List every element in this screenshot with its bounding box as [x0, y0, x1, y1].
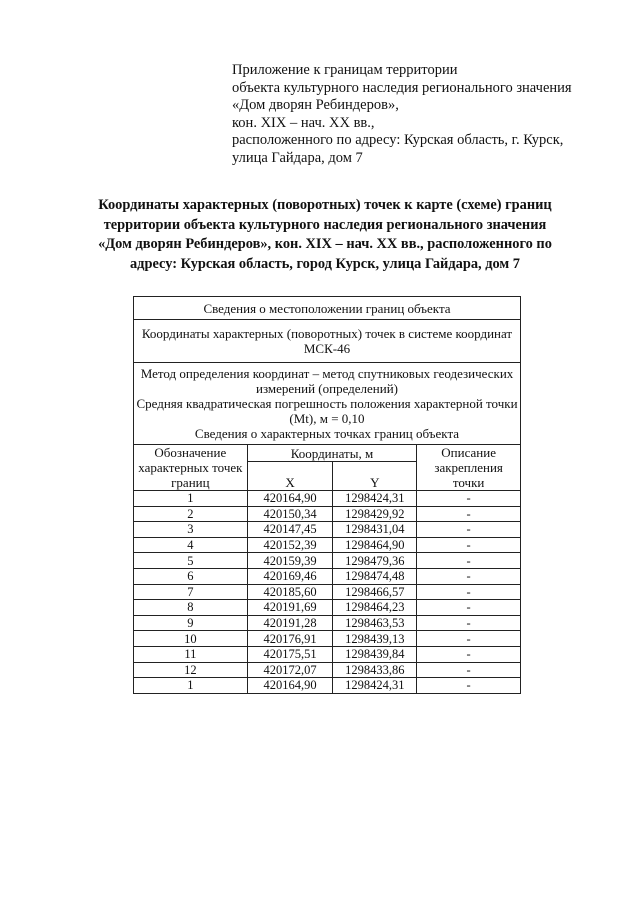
error-line: (Mt), м = 0,10: [289, 411, 365, 426]
table-header-row: [134, 297, 521, 320]
method-cell: [134, 363, 521, 445]
point-number-cell: 5: [134, 553, 248, 569]
description-cell: -: [417, 522, 521, 538]
table-row: [134, 631, 521, 647]
description-cell: -: [417, 631, 521, 647]
col-coordinates-header: Координаты, м: [247, 445, 417, 462]
description-cell: -: [417, 584, 521, 600]
point-number-cell: 2: [134, 506, 248, 522]
x-coordinate-cell: 420152,39: [247, 537, 333, 553]
col-description-header: [417, 445, 521, 491]
table-row: [134, 584, 521, 600]
x-coordinate-cell: 420164,90: [247, 491, 333, 507]
y-coordinate-cell: 1298431,04: [333, 522, 417, 538]
point-number-cell: 10: [134, 631, 248, 647]
table-row: [134, 568, 521, 584]
table-row: [134, 537, 521, 553]
appendix-line: улица Гайдара, дом 7: [232, 149, 363, 166]
table-row: [134, 522, 521, 538]
y-coordinate-cell: 1298463,53: [333, 615, 417, 631]
document-title: [60, 196, 590, 274]
title-line: территории объекта культурного наследия регионального значения: [103, 216, 547, 233]
description-cell: -: [417, 537, 521, 553]
table-row: [134, 615, 521, 631]
y-coordinate-cell: 1298424,31: [333, 678, 417, 694]
point-number-cell: 4: [134, 537, 248, 553]
description-cell: -: [417, 506, 521, 522]
column-header-row: [134, 445, 521, 462]
x-coordinate-cell: 420185,60: [247, 584, 333, 600]
y-coordinate-cell: 1298464,90: [333, 537, 417, 553]
col-x-header: X: [247, 462, 333, 491]
description-cell: -: [417, 615, 521, 631]
y-coordinate-cell: 1298466,57: [333, 584, 417, 600]
error-line: Средняя квадратическая погрешность положения характерной точки: [136, 396, 518, 411]
x-coordinate-cell: 420159,39: [247, 553, 333, 569]
x-coordinate-cell: 420147,45: [247, 522, 333, 538]
col-description-line: Описание: [441, 445, 496, 460]
table-row: [134, 600, 521, 616]
y-coordinate-cell: 1298474,48: [333, 568, 417, 584]
point-number-cell: 11: [134, 646, 248, 662]
y-coordinate-cell: 1298479,36: [333, 553, 417, 569]
description-cell: -: [417, 568, 521, 584]
description-cell: -: [417, 491, 521, 507]
title-line: адресу: Курская область, город Курск, улица Гайдара, дом 7: [129, 255, 521, 272]
point-number-cell: 8: [134, 600, 248, 616]
y-coordinate-cell: 1298424,31: [333, 491, 417, 507]
table-row: [134, 678, 521, 694]
x-coordinate-cell: 420150,34: [247, 506, 333, 522]
y-coordinate-cell: 1298464,23: [333, 600, 417, 616]
col-designation-line: границ: [171, 475, 210, 490]
point-number-cell: 3: [134, 522, 248, 538]
title-line: Координаты характерных (поворотных) точек к карте (схеме) границ: [98, 197, 552, 213]
col-designation-line: характерных точек: [138, 460, 243, 475]
description-cell: -: [417, 646, 521, 662]
point-number-cell: 9: [134, 615, 248, 631]
x-coordinate-cell: 420169,46: [247, 568, 333, 584]
table-row: [134, 646, 521, 662]
appendix-line: «Дом дворян Ребиндеров»,: [232, 97, 399, 114]
x-coordinate-cell: 420191,28: [247, 615, 333, 631]
description-cell: -: [417, 600, 521, 616]
appendix-line: объекта культурного наследия регионального значения: [232, 79, 572, 96]
x-coordinate-cell: 420191,69: [247, 600, 333, 616]
boundary-info-header: Сведения о местоположении границ объекта: [134, 297, 521, 320]
method-line: измерений (определений): [255, 381, 399, 396]
col-description-line: закрепления: [434, 460, 503, 475]
x-coordinate-cell: 420164,90: [247, 678, 333, 694]
points-header: Сведения о характерных точках границ объекта: [194, 426, 460, 441]
table-header-row: [134, 363, 521, 445]
point-number-cell: 1: [134, 491, 248, 507]
appendix-line: расположенного по адресу: Курская область, г. Курск,: [232, 132, 564, 149]
coordinates-table: [133, 296, 521, 694]
table-row: [134, 506, 521, 522]
point-number-cell: 6: [134, 568, 248, 584]
y-coordinate-cell: 1298439,13: [333, 631, 417, 647]
table-row: [134, 553, 521, 569]
point-number-cell: 12: [134, 662, 248, 678]
y-coordinate-cell: 1298433,86: [333, 662, 417, 678]
description-cell: -: [417, 678, 521, 694]
appendix-note: [232, 62, 632, 168]
table-row: [134, 491, 521, 507]
x-coordinate-cell: 420176,91: [247, 631, 333, 647]
x-coordinate-cell: 420172,07: [247, 662, 333, 678]
y-coordinate-cell: 1298439,84: [333, 646, 417, 662]
point-number-cell: 1: [134, 678, 248, 694]
title-line: «Дом дворян Ребиндеров», кон. XIX – нач. XX вв., расположенного по: [98, 236, 552, 252]
y-coordinate-cell: 1298429,92: [333, 506, 417, 522]
table-header-row: [134, 320, 521, 363]
description-cell: -: [417, 662, 521, 678]
col-designation-line: Обозначение: [154, 445, 227, 460]
coordinate-system-line: МСК-46: [303, 341, 351, 356]
table-row: [134, 662, 521, 678]
method-line: Метод определения координат – метод спутниковых геодезических: [140, 366, 514, 381]
col-designation-header: [134, 445, 248, 491]
col-description-line: точки: [452, 475, 485, 490]
col-y-header: Y: [333, 462, 417, 491]
x-coordinate-cell: 420175,51: [247, 646, 333, 662]
description-cell: -: [417, 553, 521, 569]
appendix-line: кон. XIX – нач. XX вв.,: [232, 114, 375, 131]
point-number-cell: 7: [134, 584, 248, 600]
coordinate-system-cell: [134, 320, 521, 363]
coordinate-system-line: Координаты характерных (поворотных) точек в системе координат: [141, 326, 513, 341]
appendix-line: Приложение к границам территории: [232, 62, 458, 78]
